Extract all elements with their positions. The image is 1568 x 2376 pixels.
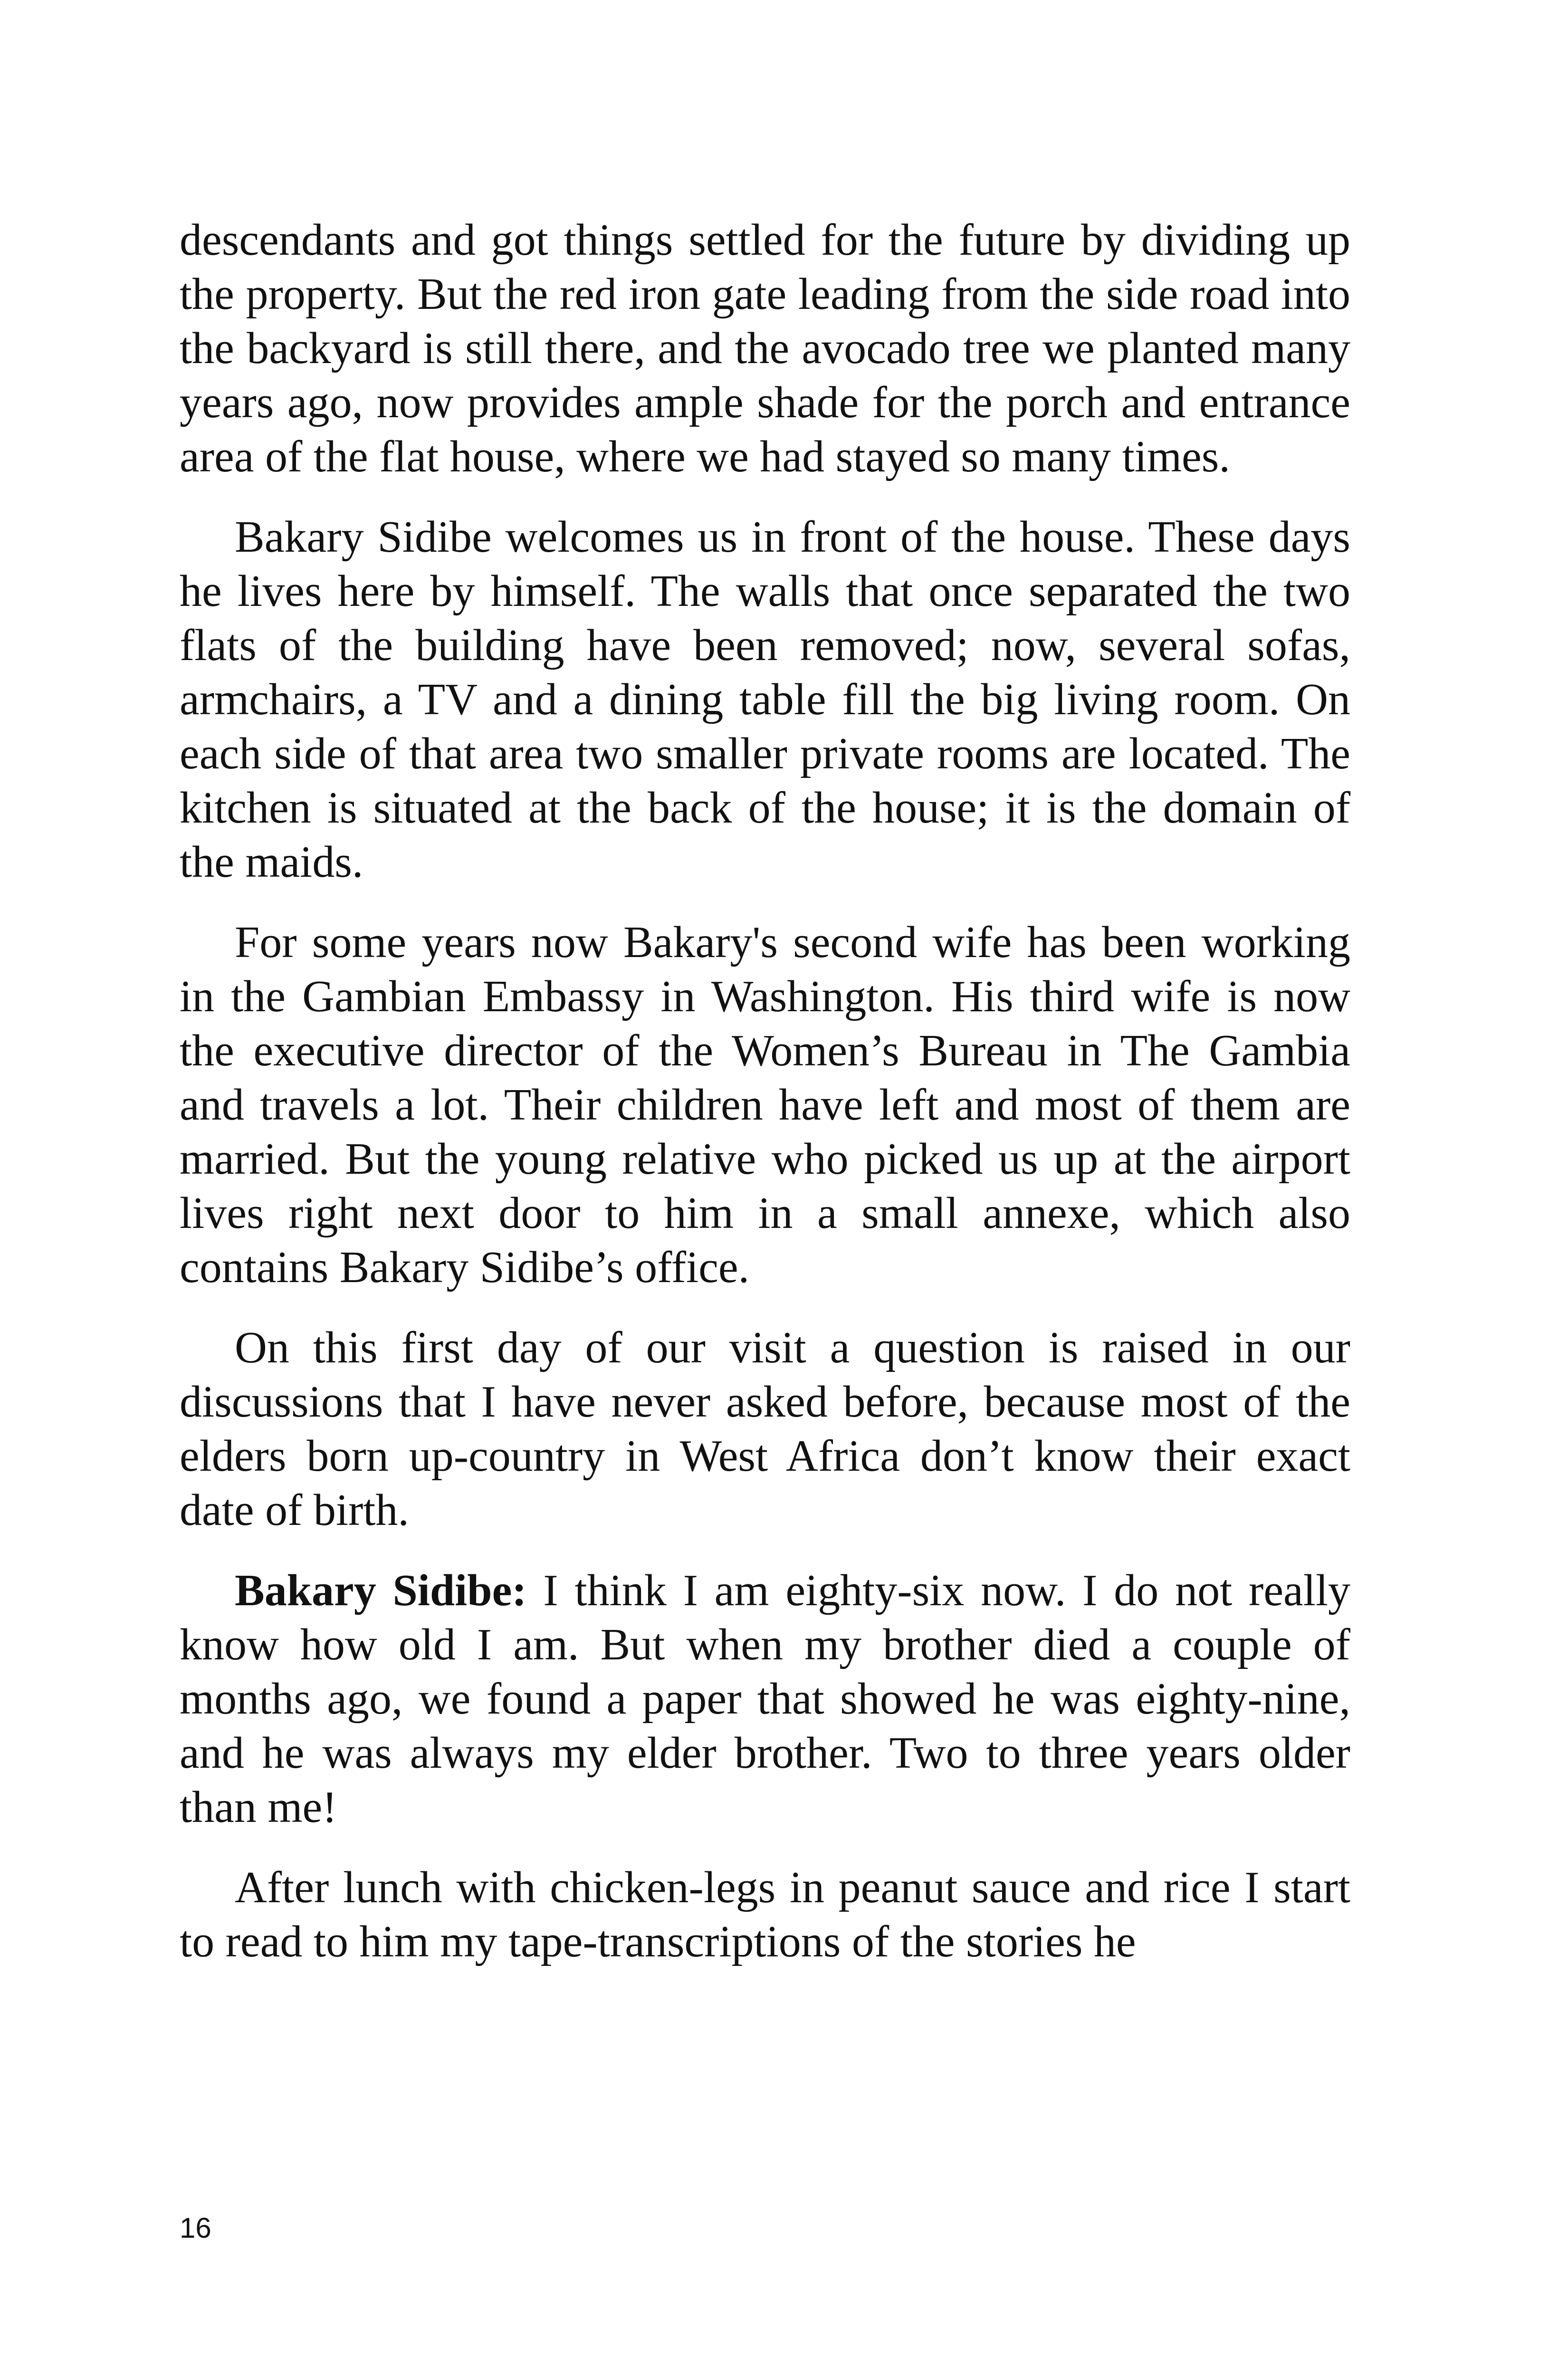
quote-text: I think I am eighty-six now. I do not really know how old I am. But when my brother died a couple of months ago, we found a paper that showed he was eighty-nine, and he was always my elder brother. Two to three years older than me! — [180, 1566, 1350, 1832]
paragraph-family: For some years now Bakary's second wife has been working in the Gambian Embassy in Washington. His third wife is now the executive director of the Women’s Bureau in The Gambia and travels a lot. Their children have left and most of them are married. But the young relative who picked us up at the airport lives right next door to him in a small annexe, which also contains Bakary Sidibe’s office. — [180, 918, 1350, 1292]
speaker-name: Bakary Sidibe: — [235, 1566, 527, 1615]
paragraph-house: Bakary Sidibe welcomes us in front of the house. These days he lives here by himself. The walls that once separated the two flats of the building have been removed; now, several sofas, armchairs, a TV and a dining table fill the big living room. On each side of that area two smaller private rooms are located. The kitchen is situated at the back of the house; it is the domain of the maids. — [180, 512, 1350, 887]
body-text — [180, 213, 1350, 1969]
quote-paragraph — [180, 1563, 1350, 1834]
paragraph-property: descendants and got things settled for the future by dividing up the property. But the red iron gate leading from the side road into the backyard is still there, and the avocado tree we planted many years ago, now provides ample shade for the porch and entrance area of the flat house, where we had stayed so many times. — [180, 215, 1350, 481]
paragraph-question: On this first day of our visit a question is raised in our discussions that I have never asked before, because most of the elders born up-country in West Africa don’t know their exact date of birth. — [180, 1323, 1350, 1535]
page-number: 16 — [180, 2212, 211, 2244]
paragraph-lunch: After lunch with chicken-legs in peanut sauce and rice I start to read to him my tape-transcriptions of the stories he — [180, 1863, 1350, 1966]
